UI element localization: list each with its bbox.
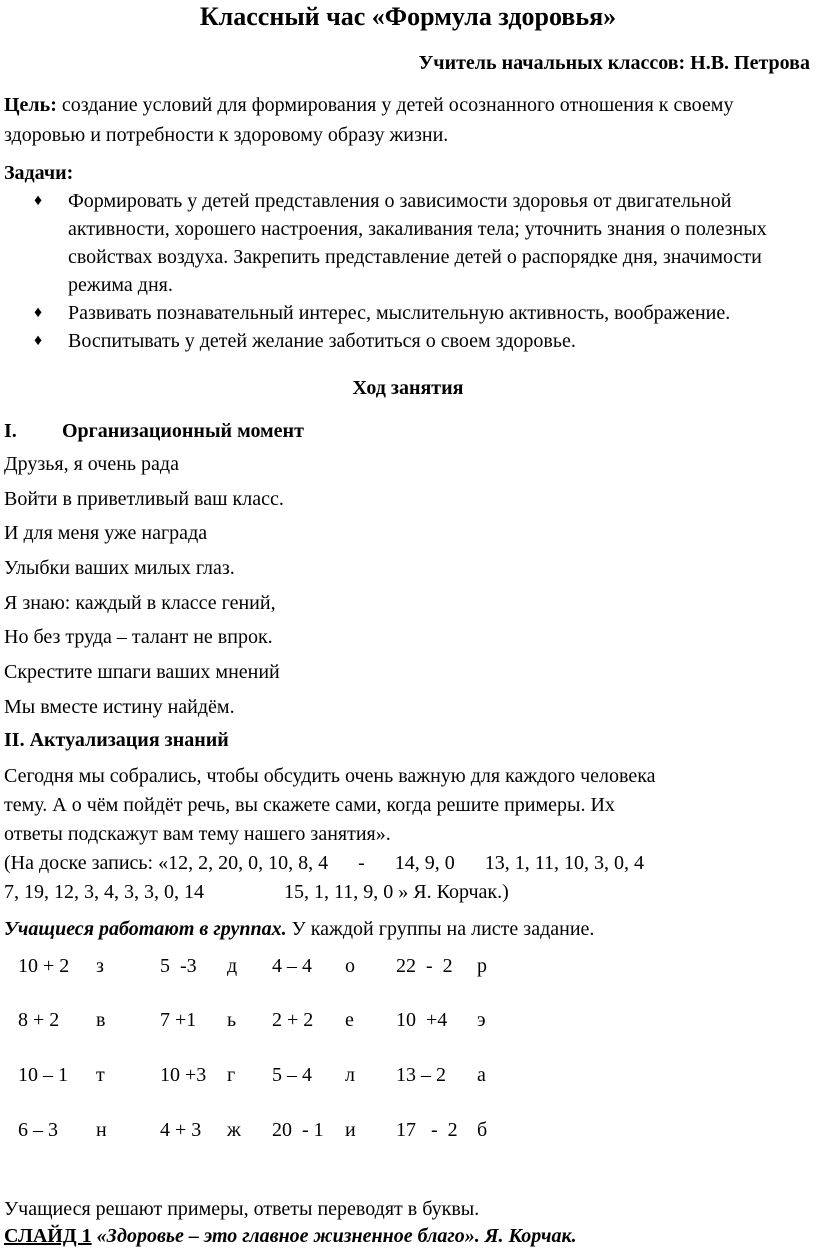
example-letter: а	[477, 1064, 486, 1086]
example-letter: д	[227, 955, 238, 977]
example-expression: 2 + 2	[272, 1009, 314, 1031]
example-letter: э	[477, 1009, 486, 1031]
slide-label: СЛАЙД 1	[4, 1225, 92, 1247]
example-letter: б	[477, 1119, 488, 1141]
section2-line: Сегодня мы собрались, чтобы обсудить очень важную для каждого человека	[4, 765, 656, 787]
example-expression: 4 + 3	[160, 1119, 202, 1141]
poem-line: Войти в приветливый ваш класс.	[4, 487, 284, 510]
group-task-text: У каждой группы на листе задание.	[286, 918, 595, 940]
example-letter: г	[227, 1064, 236, 1086]
poem-line: Мы вместе истину найдём.	[4, 695, 235, 718]
task-item-text: Воспитывать у детей желание заботиться о своем здоровье.	[68, 330, 576, 352]
teacher-line: Учитель начальных классов: Н.В. Петрова	[418, 52, 810, 74]
diamond-bullet-icon: ♦	[34, 304, 43, 321]
example-expression: 6 – 3	[18, 1119, 58, 1141]
example-letter: л	[345, 1064, 355, 1086]
solve-instruction: Учащиеся решают примеры, ответы переводят в буквы.	[4, 1198, 480, 1220]
slide-line	[4, 1225, 577, 1248]
section2-line: ответы подскажут вам тему нашего занятия».	[4, 823, 391, 845]
goal-text: создание условий для формирования у детей осознанного отношения к своему здоровью и потребности к здоровому образу жизни.	[4, 94, 734, 146]
page-title: Классный час «Формула здоровья»	[199, 2, 617, 31]
poem-line: И для меня уже награда	[4, 522, 208, 545]
example-expression: 10 – 1	[18, 1064, 68, 1086]
poem-line: Скрестите шпаги ваших мнений	[4, 661, 280, 684]
task-item-text: Развивать познавательный интерес, мыслительную активность, воображение.	[68, 302, 731, 324]
section2-line: (На доске запись: «12, 2, 20, 0, 10, 8, 4 - 14, 9, 0 13, 1, 11, 10, 3, 0, 4	[4, 852, 645, 874]
poem-line: Улыбки ваших милых глаз.	[4, 557, 235, 580]
example-letter: т	[96, 1064, 105, 1086]
diamond-bullet-icon: ♦	[34, 192, 43, 209]
section2-heading: II. Актуализация знаний	[4, 729, 229, 751]
greeting-poem	[4, 447, 284, 725]
diamond-bullet-icon: ♦	[34, 332, 43, 349]
example-expression: 5 – 4	[272, 1064, 312, 1086]
example-expression: 10 +4	[396, 1009, 448, 1031]
example-expression: 20 - 1	[272, 1119, 324, 1141]
course-heading: Ход занятия	[352, 377, 464, 399]
section1-number: I.	[4, 420, 17, 442]
example-letter: ь	[227, 1009, 237, 1031]
goal-paragraph	[4, 90, 804, 150]
example-expression: 5 -3	[160, 955, 197, 977]
example-expression: 4 – 4	[272, 955, 312, 977]
task-item	[4, 327, 810, 355]
poem-line: Я знаю: каждый в классе гений,	[4, 591, 276, 614]
example-letter: и	[345, 1119, 356, 1141]
example-letter: в	[96, 1009, 106, 1031]
goal-label: Цель:	[4, 94, 57, 116]
section1-heading	[4, 420, 304, 443]
slide-quote: «Здоровье – это главное жизненное благо». Я. Корчак.	[96, 1225, 577, 1247]
tasks-list	[4, 187, 810, 355]
task-item-text: Формировать у детей представления о зависимости здоровья от двигательной активности, хорошего настроения, закаливания тела; уточнить знания о полезных свойствах воздуха. Закрепить представление детей о распорядке дня, значимости режима дня.	[68, 190, 767, 296]
example-letter: р	[477, 955, 487, 977]
task-item	[4, 299, 810, 327]
task-item	[4, 187, 810, 299]
example-letter: е	[345, 1009, 354, 1031]
example-letter: н	[96, 1119, 107, 1141]
section1-title: Организационный момент	[62, 420, 304, 442]
example-expression: 10 +3	[160, 1064, 207, 1086]
example-expression: 8 + 2	[18, 1009, 60, 1031]
tasks-label: Задачи:	[4, 162, 74, 184]
example-expression: 7 +1	[160, 1009, 197, 1031]
section2-line: 7, 19, 12, 3, 4, 3, 3, 0, 14 15, 1, 11, 9, 0 » Я. Корчак.)	[4, 881, 509, 903]
group-task-emphasis: Учащиеся работают в группах.	[4, 918, 287, 940]
example-expression: 10 + 2	[18, 955, 70, 977]
section2-text	[4, 762, 655, 907]
group-task-line	[4, 918, 594, 941]
poem-line: Но без труда – талант не впрок.	[4, 626, 273, 649]
example-letter: ж	[227, 1119, 241, 1141]
example-expression: 17 - 2	[396, 1119, 458, 1141]
section2-line: тему. А о чём пойдёт речь, вы скажете сами, когда решите примеры. Их	[4, 794, 615, 816]
example-expression: 22 - 2	[396, 955, 453, 977]
poem-line: Друзья, я очень рада	[4, 453, 179, 475]
example-letter: о	[345, 955, 355, 977]
example-expression: 13 – 2	[396, 1064, 446, 1086]
example-letter: з	[96, 955, 104, 977]
